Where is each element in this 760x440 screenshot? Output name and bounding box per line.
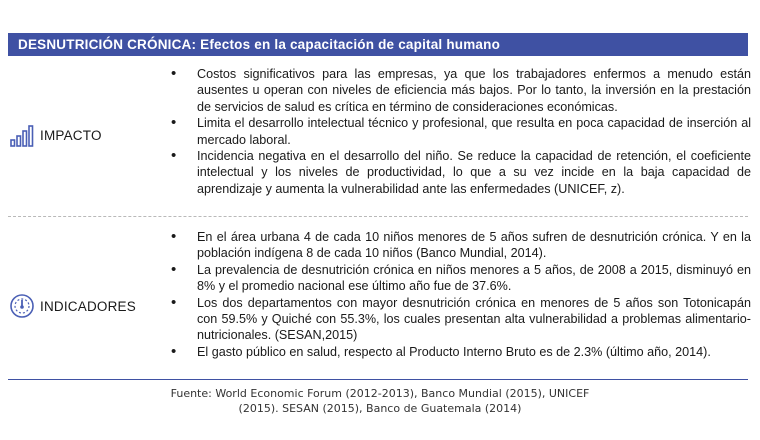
row-divider — [8, 216, 748, 217]
source-line-2: (2015). SESAN (2015), Banco de Guatemala (2014) — [238, 402, 522, 415]
indicator-bullet: • La prevalencia de desnutrición crónica en niños menores a 5 años, de 2008 a 2015, disminuyó en 8% y el promedio nacional ese último año fue de 37.6%. — [163, 262, 751, 295]
indicators-bullet-list — [163, 229, 751, 360]
impact-bullet: • Costos significativos para las empresas, ya que los trabajadores enfermos a menudo están ausentes u operan con niveles de eficiencia más bajos. Por lo tanto, la inversión en la prestación de servicios de salud es crítica en término de consideraciones económicas. — [163, 66, 751, 115]
table-header-title: DESNUTRICIÓN CRÓNICA: Efectos en la capacitación de capital humano — [8, 33, 748, 56]
source-line-1: Fuente: World Economic Forum (2012-2013), Banco Mundial (2015), UNICEF — [170, 387, 590, 400]
bar-chart-icon — [8, 121, 36, 149]
impact-bullet-list — [163, 66, 751, 197]
impact-label-group — [8, 121, 102, 149]
indicator-bullet: • Los dos departamentos con mayor desnutrición crónica en menores de 5 años son Totonicapán con 59.5% y Quiché con 55.3%, los cuales presentan alta vulnerabilidad a problemas alimentario-nutricionales. (SESAN,2015) — [163, 295, 751, 344]
indicators-label: INDICADORES — [40, 298, 136, 314]
source-note — [0, 386, 760, 416]
gauge-icon — [8, 292, 36, 320]
indicator-bullet: • En el área urbana 4 de cada 10 niños menores de 5 años sufren de desnutrición crónica. Y en la población indígena 8 de cada 10 niños (Banco Mundial, 2014). — [163, 229, 751, 262]
indicators-label-group — [8, 292, 136, 320]
impact-bullet: • Limita el desarrollo intelectual técnico y profesional, que resulta en poca capacidad de inserción al mercado laboral. — [163, 115, 751, 148]
impact-label: IMPACTO — [40, 127, 102, 143]
table-bottom-border — [8, 379, 748, 380]
indicator-bullet: • El gasto público en salud, respecto al Producto Interno Bruto es de 2.3% (último año, 2014). — [163, 344, 751, 360]
impact-bullet: • Incidencia negativa en el desarrollo del niño. Se reduce la capacidad de retención, el coeficiente intelectual y los niveles de productividad, lo que a su vez incide en la baja capacidad de aprendizaje y aumenta la vulnerabilidad ante las enfermedades (UNICEF, z). — [163, 148, 751, 197]
